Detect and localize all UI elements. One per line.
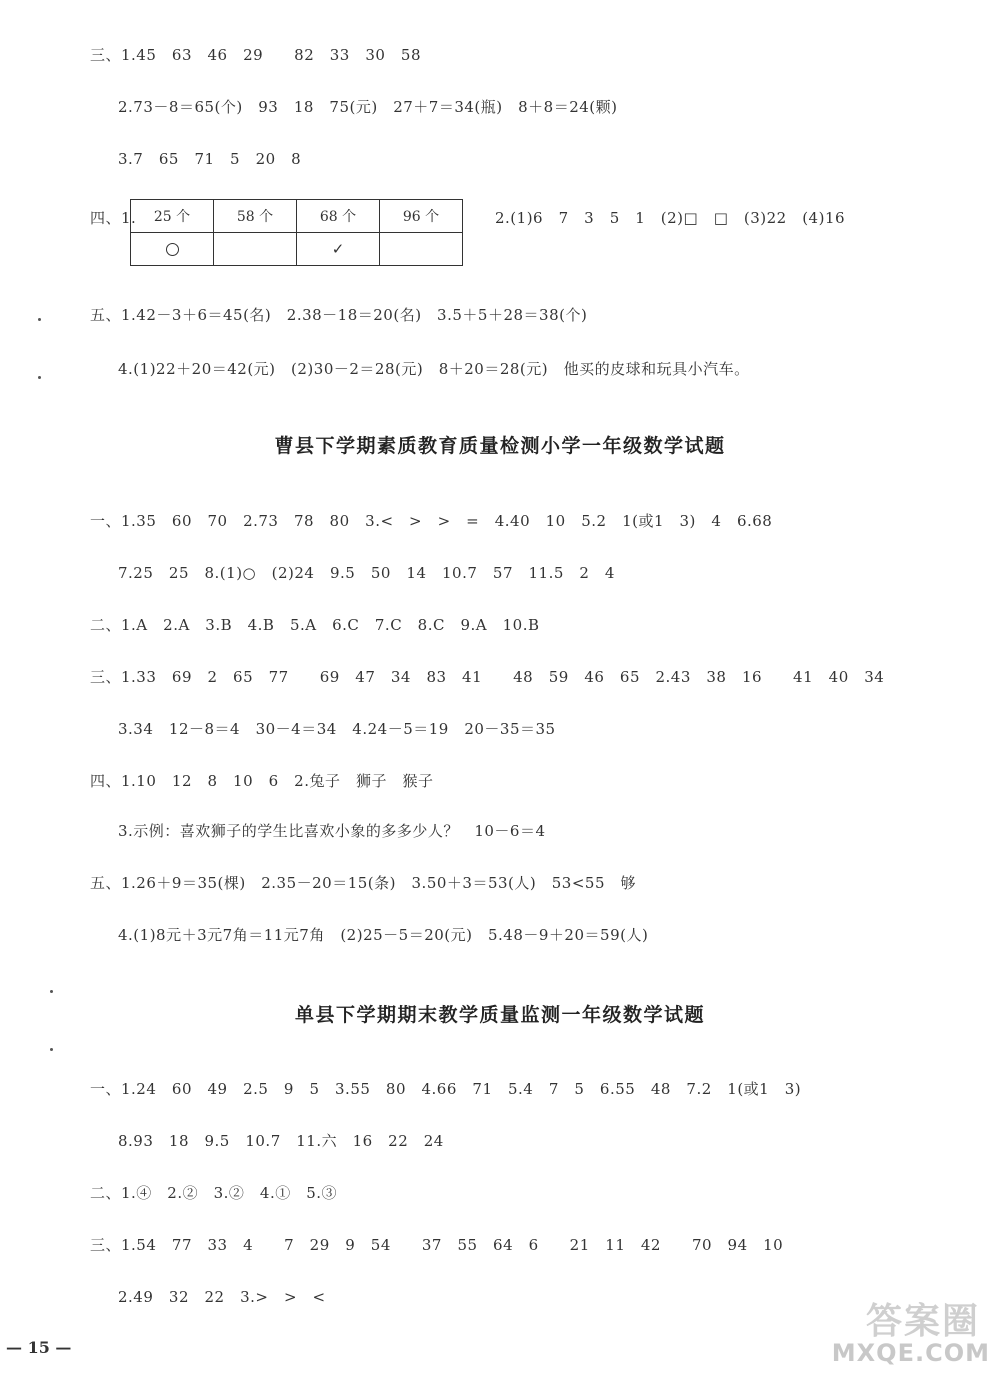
- page-number: — 15 —: [6, 1338, 72, 1357]
- answer-line: 2.(1)6 7 3 5 1 (2)□ □ (3)22 (4)16: [495, 209, 846, 227]
- answer-line: 8.93 18 9.5 10.7 11.六 16 22 24: [118, 1132, 444, 1150]
- watermark-text: 答案圈: [865, 1301, 980, 1342]
- table-cell: 68 个: [297, 200, 380, 233]
- scan-dot: [50, 990, 53, 993]
- answer-table: [130, 199, 463, 266]
- answer-line: 三、1.45 63 46 29 82 33 30 58: [90, 46, 422, 64]
- table-header-row: [131, 200, 463, 233]
- table-cell: [131, 233, 214, 266]
- check-mark-icon: ✓: [331, 240, 345, 258]
- table-cell: [214, 233, 297, 266]
- scan-dot: [50, 1048, 53, 1051]
- watermark-logo: [790, 1293, 990, 1373]
- table-cell: [297, 233, 380, 266]
- watermark-url: MXQE.COM: [831, 1339, 990, 1367]
- answer-line: 四、1.10 12 8 10 6 2.兔子 狮子 猴子: [90, 772, 434, 790]
- answer-line: 一、1.24 60 49 2.5 9 5 3.55 80 4.66 71 5.4 7 5 6.55 48 7.2 1(或1 3): [90, 1080, 802, 1098]
- scan-dot: [38, 318, 41, 321]
- answer-line: 2.73－8＝65(个) 93 18 75(元) 27＋7＝34(瓶) 8＋8＝24(颗): [118, 98, 618, 116]
- answer-line: 五、1.26＋9＝35(棵) 2.35－20＝15(条) 3.50＋3＝53(人) 53<55 够: [90, 874, 636, 892]
- table-cell: [380, 233, 463, 266]
- section-title: 单县下学期期末教学质量监测一年级数学试题: [294, 1004, 705, 1026]
- answer-line: 7.25 25 8.(1)○ (2)24 9.5 50 14 10.7 57 11.5 2 4: [118, 564, 615, 582]
- scan-dot: [38, 376, 41, 379]
- answer-line: 二、1.④ 2.② 3.② 4.① 5.③: [90, 1184, 338, 1202]
- answer-line: 五、1.42－3＋6＝45(名) 2.38－18＝20(名) 3.5＋5＋28＝38(个): [90, 306, 588, 324]
- circle-mark-icon: [166, 243, 179, 256]
- answer-line: 3.示例：喜欢狮子的学生比喜欢小象的多多少人？ 10－6＝4: [118, 822, 546, 840]
- section-title: 曹县下学期素质教育质量检测小学一年级数学试题: [274, 435, 726, 457]
- answer-line: 2.49 32 22 3.> > <: [118, 1288, 326, 1306]
- answer-line: 3.7 65 71 5 20 8: [118, 150, 302, 168]
- table-cell: 25 个: [131, 200, 214, 233]
- answer-line: 一、1.35 60 70 2.73 78 80 3.< > > = 4.40 10 5.2 1(或1 3) 4 6.68: [90, 512, 773, 530]
- answer-line: 二、1.A 2.A 3.B 4.B 5.A 6.C 7.C 8.C 9.A 10.B: [90, 616, 540, 634]
- answer-line: 4.(1)8元＋3元7角＝11元7角 (2)25－5＝20(元) 5.48－9＋20＝59(人): [118, 926, 649, 944]
- answer-line: 三、1.54 77 33 4 7 29 9 54 37 55 64 6 21 11 42 70 94 10: [90, 1236, 784, 1254]
- answer-line: 3.34 12－8＝4 30－4＝34 4.24－5＝19 20－35＝35: [118, 720, 556, 738]
- answer-line: 4.(1)22＋20＝42(元) (2)30－2＝28(元) 8＋20＝28(元) 他买的皮球和玩具小汽车。: [118, 360, 750, 378]
- table-cell: 58 个: [214, 200, 297, 233]
- table-cell: 96 个: [380, 200, 463, 233]
- table-prefix: 四、1.: [90, 209, 137, 227]
- answer-line: 三、1.33 69 2 65 77 69 47 34 83 41 48 59 46 65 2.43 38 16 41 40 34: [90, 668, 885, 686]
- table-mark-row: [131, 233, 463, 266]
